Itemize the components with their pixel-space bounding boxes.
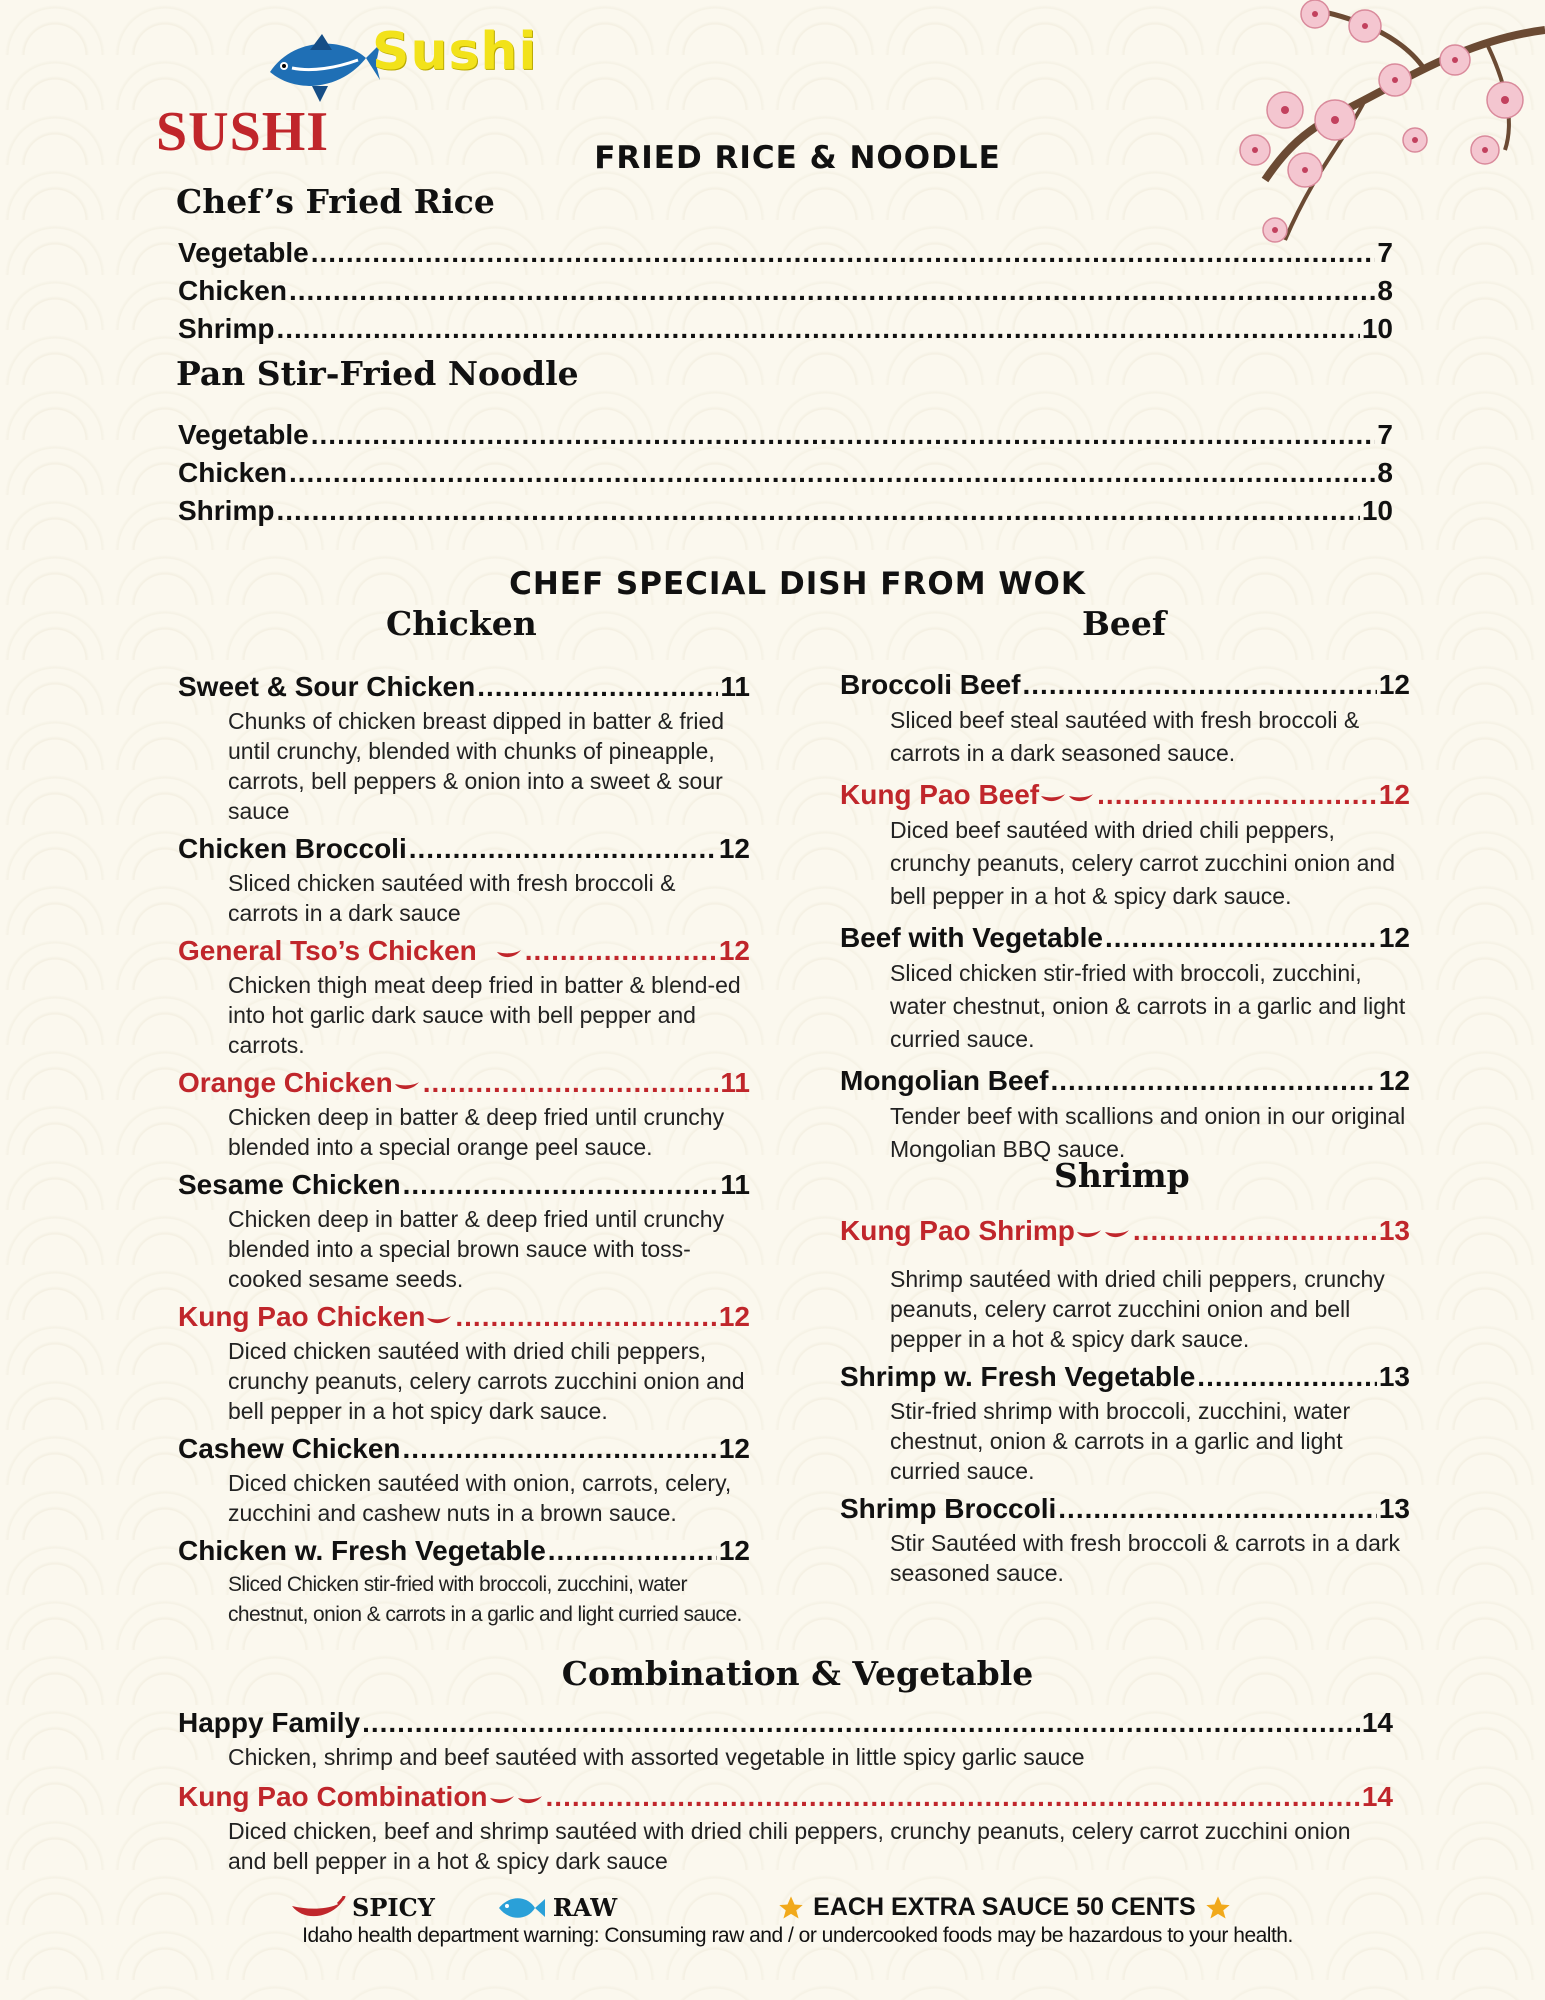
item-price: 7 [1377,419,1393,450]
menu-item [178,1778,1393,1876]
combination-heading-wrap [0,1654,1545,1693]
chef-special-heading: CHEF SPECIAL DISH FROM WOK [509,566,1086,602]
item-name: Orange Chicken [178,1067,393,1098]
chefs-fried-rice-list [178,234,1393,348]
item-name: Shrimp w. Fresh Vegetable [840,1361,1196,1392]
item-name: Chicken [178,457,287,488]
legend-raw-label: RAW [552,1893,618,1922]
item-description: Chicken deep in batter & deep fried until crunchy blended into a special orange peel sauce. [228,1104,725,1160]
item-name: Kung Pao Chicken [178,1301,426,1332]
star-icon [1204,1894,1232,1922]
menu-item [178,1532,750,1630]
beef-list [840,666,1410,1166]
shrimp-title: Shrimp [1054,1156,1190,1195]
item-price: 12 [718,1301,750,1332]
item-description: Diced chicken, beef and shrimp sautéed with dried chili peppers, crunchy peanuts, celery carrot zucchini onion and bell pepper in a hot & spicy dark sauce [228,1818,1351,1874]
item-name: Chicken [178,275,287,306]
item-price: 12 [1378,779,1410,810]
spicy-chili-icon [425,1298,453,1312]
menu-item [840,1062,1410,1166]
menu-item [178,272,1393,310]
item-name: Vegetable [178,237,309,268]
health-warning: Idaho health department warning: Consuming raw and / or undercooked foods may be hazardous to your health. [302,1924,1293,1947]
menu-item [178,1298,750,1426]
menu-item [840,919,1410,1056]
item-price: 11 [720,1067,750,1098]
item-price: 12 [718,1535,750,1566]
beef-title: Beef [1082,604,1167,643]
item-description: Chicken, shrimp and beef sautéed with assorted vegetable in little spicy garlic sauce [228,1744,1085,1770]
pan-stir-fried-noodle-list [178,416,1393,530]
item-description: Chicken deep in batter & deep fried until crunchy blended into a special brown sauce with toss-cooked sesame seeds. [228,1206,725,1292]
spicy-chili-icon [288,1896,346,1920]
chefs-fried-rice-title: Chef’s Fried Rice [176,182,495,221]
item-name: Shrimp [178,313,275,344]
item-name: Shrimp [178,495,275,526]
item-name: Sweet & Sour Chicken [178,671,476,702]
item-description: Shrimp sautéed with dried chili peppers, crunchy peanuts, celery carrot zucchini onion and bell pepper in a hot & spicy dark sauce. [890,1266,1385,1352]
menu-item [840,776,1410,913]
item-price: 12 [1378,1065,1410,1096]
spicy-chili-icon [495,932,523,946]
menu-item [178,416,1393,454]
item-price: 14 [1361,1781,1393,1812]
spicy-chili-icon [1067,776,1095,790]
item-description: Chunks of chicken breast dipped in batter & fried until crunchy, blended with chunks of pineapple, carrots, bell peppers & onion into a sweet & sour sauce [228,708,725,824]
spicy-chili-icon [488,1778,516,1792]
item-price: 13 [1378,1361,1410,1392]
menu-item [178,1064,750,1162]
item-description: Sliced chicken stir-fried with broccoli, zucchini, water chestnut, onion & carrots in a garlic and light curried sauce. [890,960,1406,1052]
item-name: Broccoli Beef [840,669,1021,700]
item-description: Sliced Chicken stir-fried with broccoli, zucchini, water chestnut, onion & carrots in a garlic and light curried sauce. [228,1573,742,1626]
spicy-chili-icon [1039,776,1067,790]
item-name: Happy Family [178,1707,361,1738]
item-description: Stir Sautéed with fresh broccoli & carrots in a dark seasoned sauce. [890,1530,1401,1586]
item-price: 14 [1361,1707,1393,1738]
spicy-chili-icon [393,1064,421,1078]
item-price: 13 [1378,1493,1410,1524]
item-price: 12 [718,1433,750,1464]
item-description: Diced chicken sautéed with onion, carrots, celery, zucchini and cashew nuts in a brown sauce. [228,1470,732,1526]
item-description: Chicken thigh meat deep fried in batter & blend-ed into hot garlic dark sauce with bell pepper and carrots. [228,972,741,1058]
item-name: Shrimp Broccoli [840,1493,1057,1524]
item-name: Chicken w. Fresh Vegetable [178,1535,546,1566]
item-price: 8 [1377,457,1393,488]
item-name: Mongolian Beef [840,1065,1049,1096]
cherry-blossom-branch-icon [985,0,1545,260]
fish-logo-icon [262,28,382,108]
item-description: Diced chicken sautéed with dried chili peppers, crunchy peanuts, celery carrots zucchini onion and bell pepper in a hot spicy dark sauce. [228,1338,745,1424]
item-description: Sliced beef steal sautéed with fresh broccoli & carrots in a dark seasoned sauce. [890,707,1360,766]
item-name: Kung Pao Shrimp [840,1215,1075,1246]
shrimp-list [840,1212,1410,1588]
menu-item [840,666,1410,770]
item-name: Cashew Chicken [178,1433,401,1464]
combination-list [178,1704,1393,1876]
item-name: General Tso’s Chicken [178,935,477,966]
menu-item [178,454,1393,492]
item-price: 7 [1377,237,1393,268]
menu-item [840,1490,1410,1588]
item-name: Kung Pao Combination [178,1781,488,1812]
legend-extra-sauce-label: EACH EXTRA SAUCE 50 CENTS [813,1893,1196,1921]
chicken-list [178,668,750,1630]
legend-spicy-label: SPICY [352,1893,435,1922]
item-name: Beef with Vegetable [840,922,1103,953]
item-price: 10 [1361,495,1393,526]
item-price: 11 [720,1169,750,1200]
combination-heading: Combination & Vegetable [561,1654,1034,1693]
menu-item [178,668,750,826]
item-price: 12 [1378,922,1410,953]
logo-word-yellow: Sushi [372,22,538,82]
menu-item [178,310,1393,348]
item-price: 12 [1378,669,1410,700]
item-description: Sliced chicken sautéed with fresh broccoli & carrots in a dark sauce [228,870,676,926]
spicy-chili-icon [1103,1212,1131,1226]
menu-item [178,1166,750,1294]
spicy-chili-icon [516,1778,544,1792]
item-name: Chicken Broccoli [178,833,407,864]
menu-item [178,830,750,928]
menu-item [178,234,1393,272]
fried-rice-noodle-heading: FRIED RICE & NOODLE [594,140,1001,176]
item-name: Sesame Chicken [178,1169,401,1200]
chicken-title: Chicken [386,604,537,643]
menu-item [178,1430,750,1528]
menu-item [178,932,750,1060]
item-description: Diced beef sautéed with dried chili peppers, crunchy peanuts, celery carrot zucchini onion and bell pepper in a hot & spicy dark sauce. [890,817,1396,909]
raw-fish-icon [495,1895,545,1921]
menu-item [178,492,1393,530]
spicy-chili-icon [1075,1212,1103,1226]
menu-item [840,1358,1410,1486]
item-price: 12 [718,935,750,966]
menu-item [178,1704,1393,1772]
item-description: Tender beef with scallions and onion in our original Mongolian BBQ sauce. [890,1103,1406,1162]
item-price: 11 [720,671,750,702]
legend [288,1893,1272,1922]
star-icon [777,1894,805,1922]
item-price: 10 [1361,313,1393,344]
item-description: Stir-fried shrimp with broccoli, zucchini, water chestnut, onion & carrots in a garlic and light curried sauce. [890,1398,1351,1484]
logo-word-red: SUSHI [156,101,330,163]
item-price: 8 [1377,275,1393,306]
item-name: Vegetable [178,419,309,450]
item-price: 13 [1378,1215,1410,1246]
item-price: 12 [718,833,750,864]
menu-item [840,1212,1410,1354]
pan-stir-fried-noodle-title: Pan Stir-Fried Noodle [176,354,579,393]
item-name: Kung Pao Beef [840,779,1040,810]
